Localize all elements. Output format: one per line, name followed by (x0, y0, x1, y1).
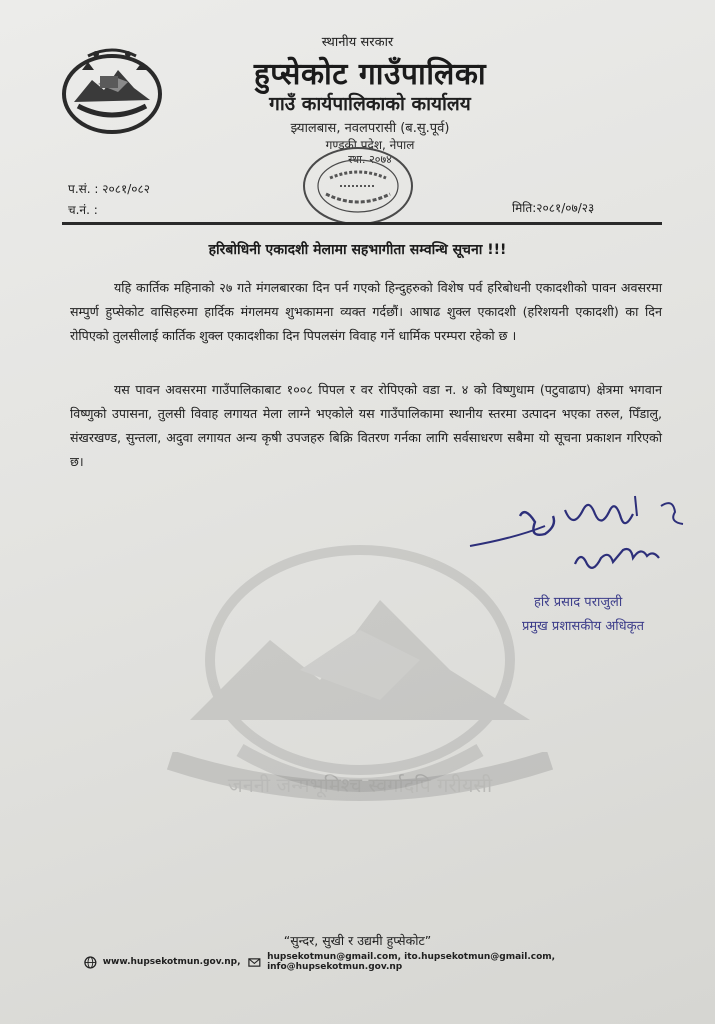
motto-watermark (160, 752, 560, 812)
header-office-name: गाउँ कार्यपालिकाको कार्यालय (269, 93, 471, 115)
website-link[interactable]: www.hupsekotmun.gov.np, (102, 957, 241, 967)
letter-date: मिति:२०८१/०७/२३ (512, 201, 595, 215)
handwritten-signature (465, 486, 715, 586)
body-paragraph-2: यस पावन अवसरमा गाउँपालिकाबाट १००८ पिपल र वर रोपिएको वडा न. ४ को विष्णुधाम (पटुवाढाप) क्षेत्रमा भगवान विष्णुको उपासना, तुलसी विवाह लगायत मेला लाग्ने भएकोले यस गाउँपालिकामा स्थानीय स्तरमा उत्पादन भएका तरुल, पिँडालु, संखरखण्ड, सुन्तला, अदुवा लगायत अन्य कृषी उपजहरु बिक्रि वितरण गर्नका लागि सर्वसाधरण सबैमा यो सूचना प्रकाशन गरिएको छ। (70, 382, 662, 469)
signatory-name: हरि प्रसाद पराजुली (534, 595, 623, 610)
email-icon (248, 956, 261, 969)
header-municipality-title: हुप्सेकोट गाउँपालिका (253, 57, 487, 92)
globe-icon (84, 956, 97, 969)
header-address-line-1: झ्यालबास, नवलपरासी (ब.सु.पूर्व) (290, 121, 450, 136)
nepal-emblem-logo (58, 40, 166, 136)
header-divider (62, 222, 662, 225)
header-address-line-2: गण्डकी प्रदेश, नेपाल (325, 138, 415, 152)
email-addresses-link[interactable]: hupsekotmun@gmail.com, ito.hupsekotmun@gmail.com, info@hupsekotmun.gov.np (267, 952, 556, 972)
signatory-title: प्रमुख प्रशासकीय अधिकृत (522, 619, 645, 634)
footer-slogan: “सुन्दर, सुखी र उद्यमी हुप्सेकोट” (283, 933, 432, 948)
svg-text:जननी जन्मभूमिश्च स्वर्गादपि गर: जननी जन्मभूमिश्च स्वर्गादपि गरीयसी (227, 773, 493, 797)
office-seal-stamp (290, 138, 426, 228)
notice-subject: हरिबोधिनी एकादशी मेलामा सहभागीता सम्वन्धि सूचना !!! (208, 242, 507, 258)
header-local-government: स्थानीय सरकार (321, 35, 394, 50)
footer-contact-bar (84, 952, 684, 972)
dispatch-number: च.नं. : (68, 203, 98, 217)
reference-number: प.सं. : २०८१/०८२ (68, 182, 150, 196)
header-address-line-3: स्था. २०७४ (348, 153, 392, 166)
body-paragraph-1: यहि कार्तिक महिनाको २७ गते मंगलबारका दिन पर्न गएको हिन्दुहरुको विशेष पर्व हरिबोधनी एकादशीको पावन अवसरमा सम्पुर्ण हुप्सेकोट वासिहरुमा हार्दिक मंगलमय शुभकामना व्यक्त गर्दछौं। आषाढ शुक्ल एकादशी (हरिशयनी एकादशी) का दिन रोपिएको तुलसीलाई कार्तिक शुक्ल एकादशीका दिन पिपलसंग विवाह गर्ने धार्मिक परम्परा रहेको छ । (70, 280, 662, 343)
